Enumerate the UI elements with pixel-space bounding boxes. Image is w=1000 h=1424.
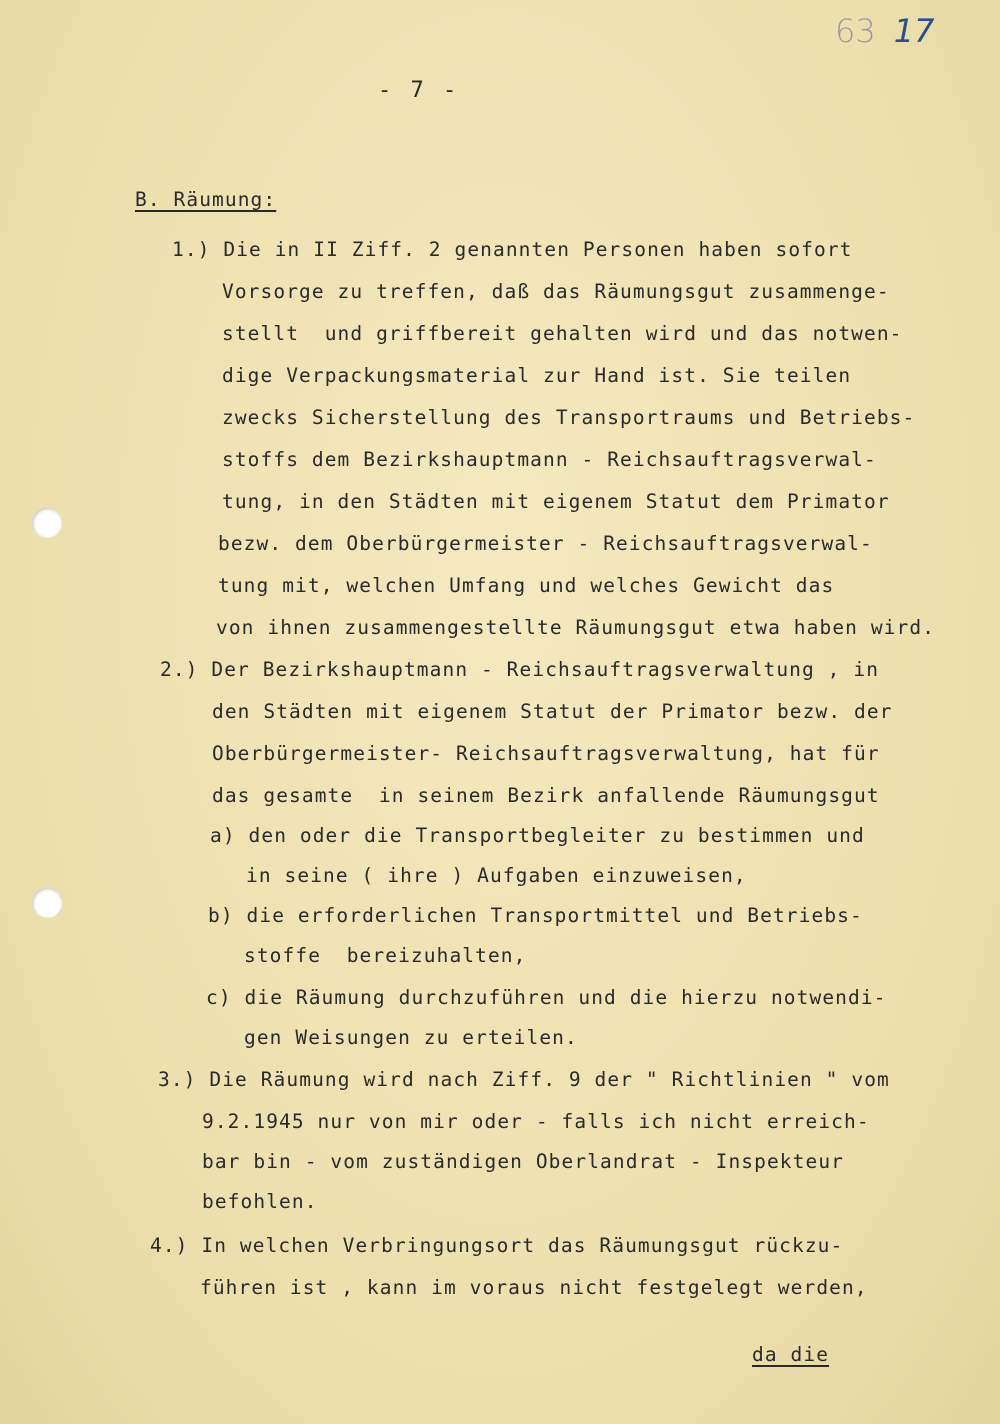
text-line-10: von ihnen zusammengestellte Räumungsgut etwa haben wird.: [216, 616, 936, 639]
text-line-13: Oberbürgermeister- Reichsauftragsverwaltung, hat für: [212, 742, 880, 765]
text-line-14: das gesamte in seinem Bezirk anfallende Räumungsgut: [212, 784, 880, 807]
text-line-5: zwecks Sicherstellung des Transportraums und Betriebs-: [222, 406, 916, 429]
text-line-22: 9.2.1945 nur von mir oder - falls ich nicht erreich-: [202, 1110, 870, 1133]
text-line-8: bezw. dem Oberbürgermeister - Reichsauftragsverwal-: [218, 532, 873, 555]
text-line-21: 3.) Die Räumung wird nach Ziff. 9 der " Richtlinien " vom: [158, 1068, 890, 1091]
text-line-24: befohlen.: [202, 1190, 318, 1213]
text-line-17: b) die erforderlichen Transportmittel und Betriebs-: [208, 904, 863, 927]
text-line-1: 1.) Die in II Ziff. 2 genannten Personen haben sofort: [172, 238, 853, 261]
text-line-3: stellt und griffbereit gehalten wird und das notwen-: [222, 322, 903, 345]
text-line-11: 2.) Der Bezirkshauptmann - Reichsauftragsverwaltung , in: [160, 658, 880, 681]
text-line-20: gen Weisungen zu erteilen.: [244, 1026, 578, 1049]
catchword: da die: [752, 1343, 830, 1366]
text-line-18: stoffe bereizuhalten,: [244, 944, 527, 967]
text-line-7: tung, in den Städten mit eigenem Statut dem Primator: [222, 490, 890, 513]
page-number: - 7 -: [378, 78, 460, 103]
punch-hole-upper: [32, 508, 62, 538]
text-line-25: 4.) In welchen Verbringungsort das Räumungsgut rückzu-: [150, 1234, 844, 1257]
ink-folio-number: 17: [893, 12, 935, 50]
section-heading: B. Räumung:: [135, 188, 277, 211]
text-line-2: Vorsorge zu treffen, daß das Räumungsgut zusammenge-: [222, 280, 890, 303]
text-line-16: in seine ( ihre ) Aufgaben einzuweisen,: [246, 864, 747, 887]
pencil-folio-number: 63: [835, 12, 876, 50]
punch-hole-lower: [32, 888, 62, 918]
text-line-4: dige Verpackungsmaterial zur Hand ist. Sie teilen: [222, 364, 852, 387]
text-line-23: bar bin - vom zuständigen Oberlandrat - Inspekteur: [202, 1150, 844, 1173]
folio-annotation: [835, 12, 934, 50]
text-line-15: a) den oder die Transportbegleiter zu bestimmen und: [210, 824, 865, 847]
text-line-26: führen ist , kann im voraus nicht festgelegt werden,: [200, 1276, 868, 1299]
text-line-6: stoffs dem Bezirkshauptmann - Reichsauftragsverwal-: [222, 448, 877, 471]
text-line-9: tung mit, welchen Umfang und welches Gewicht das: [218, 574, 835, 597]
text-line-12: den Städten mit eigenem Statut der Primator bezw. der: [212, 700, 893, 723]
text-line-19: c) die Räumung durchzuführen und die hierzu notwendi-: [206, 986, 887, 1009]
